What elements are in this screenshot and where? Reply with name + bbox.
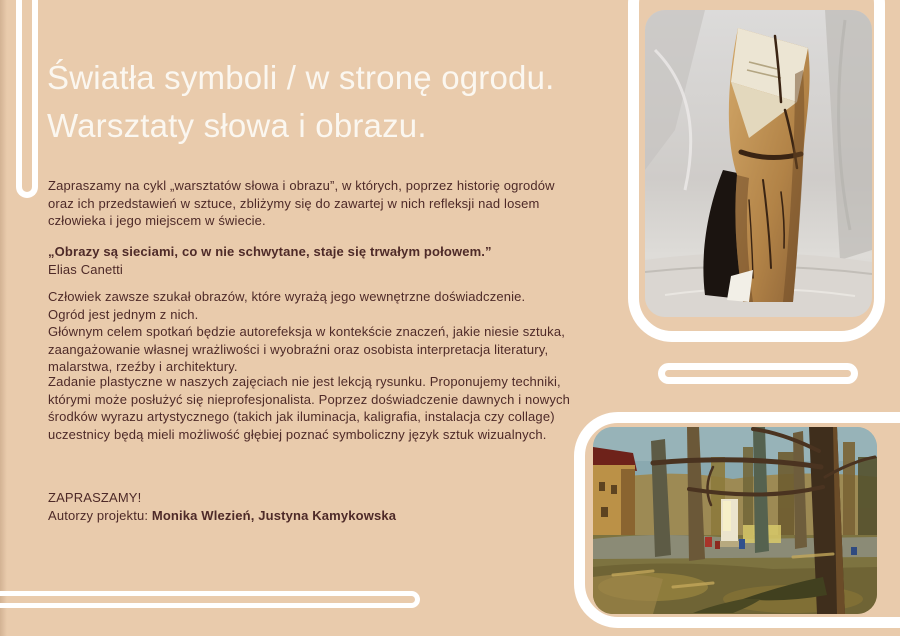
authors-names: Monika Wlezień, Justyna Kamykowska (151, 507, 397, 523)
poster-title-line1: Światła symboli / w stronę ogrodu. (47, 59, 555, 96)
quote-text: „Obrazy są sieciami, co w nie schwytane, staje się trwałym połowem.” (48, 244, 492, 259)
middle-pill-decoration (658, 363, 858, 384)
bottom-left-pill-decoration (0, 591, 420, 608)
symbols-line: Człowiek zawsze szukał obrazów, które wyrażą jego wewnętrzne doświadczenie. (48, 289, 526, 304)
poster-title-line2: Warsztaty słowa i obrazu. (47, 107, 427, 144)
park-painting (593, 427, 877, 614)
quote-block (48, 243, 492, 278)
symbols-paragraph (48, 288, 565, 376)
workshop-line: środków wyrazu artystycznego (takich jak iluminacja, kaligrafia, instalacja czy collage) (48, 409, 555, 425)
painting-illustration (593, 427, 877, 614)
intro-line: człowieka i jego miejscem w świecie. (48, 213, 266, 229)
workshop-line: uczestnicy będą mieli możliwość głębiej poznać symboliczny język sztuk wizualnych. (48, 426, 547, 442)
sculpture-photo (645, 10, 872, 317)
workshop-paragraph (48, 373, 570, 443)
symbols-line: malarstwa, rzeźby i architektury. (48, 359, 238, 375)
authors-line (48, 507, 396, 525)
poster-title (47, 54, 555, 150)
left-vertical-u-decoration (16, 0, 38, 198)
workshop-line: Zadanie plastyczne w naszych zajęciach nie jest lekcją rysunku. Proponujemy techniki, (48, 374, 561, 389)
intro-line: oraz ich przedstawień w sztuce, zbliżymy się do zawartej w nich refleksji nad losem (48, 195, 540, 211)
footer-credits (48, 489, 396, 524)
workshop-line: którymi może posłużyć się nieprofesjonalista. Poprzez doświadczenie dawnych i nowych (48, 391, 571, 407)
symbols-line: zaangażowanie własnej wrażliwości i wyobraźni oraz osobista interpretacja literatury, (48, 341, 549, 357)
symbols-line: Głównym celem spotkań będzie autorefeksja w kontekście znaczeń, jakie niesie sztuka, (48, 324, 565, 340)
authors-label: Autorzy projektu: (48, 507, 152, 523)
intro-paragraph (48, 177, 555, 230)
intro-line: Zapraszamy na cykl „warsztatów słowa i obrazu”, w których, poprzez historię ogrodów (48, 178, 555, 193)
symbols-line: Ogród jest jednym z nich. (48, 306, 199, 322)
left-edge-shadow (0, 0, 7, 636)
cta-text: ZAPRASZAMY! (48, 490, 142, 505)
quote-author: Elias Canetti (48, 261, 123, 277)
sculpture-illustration (645, 10, 872, 317)
